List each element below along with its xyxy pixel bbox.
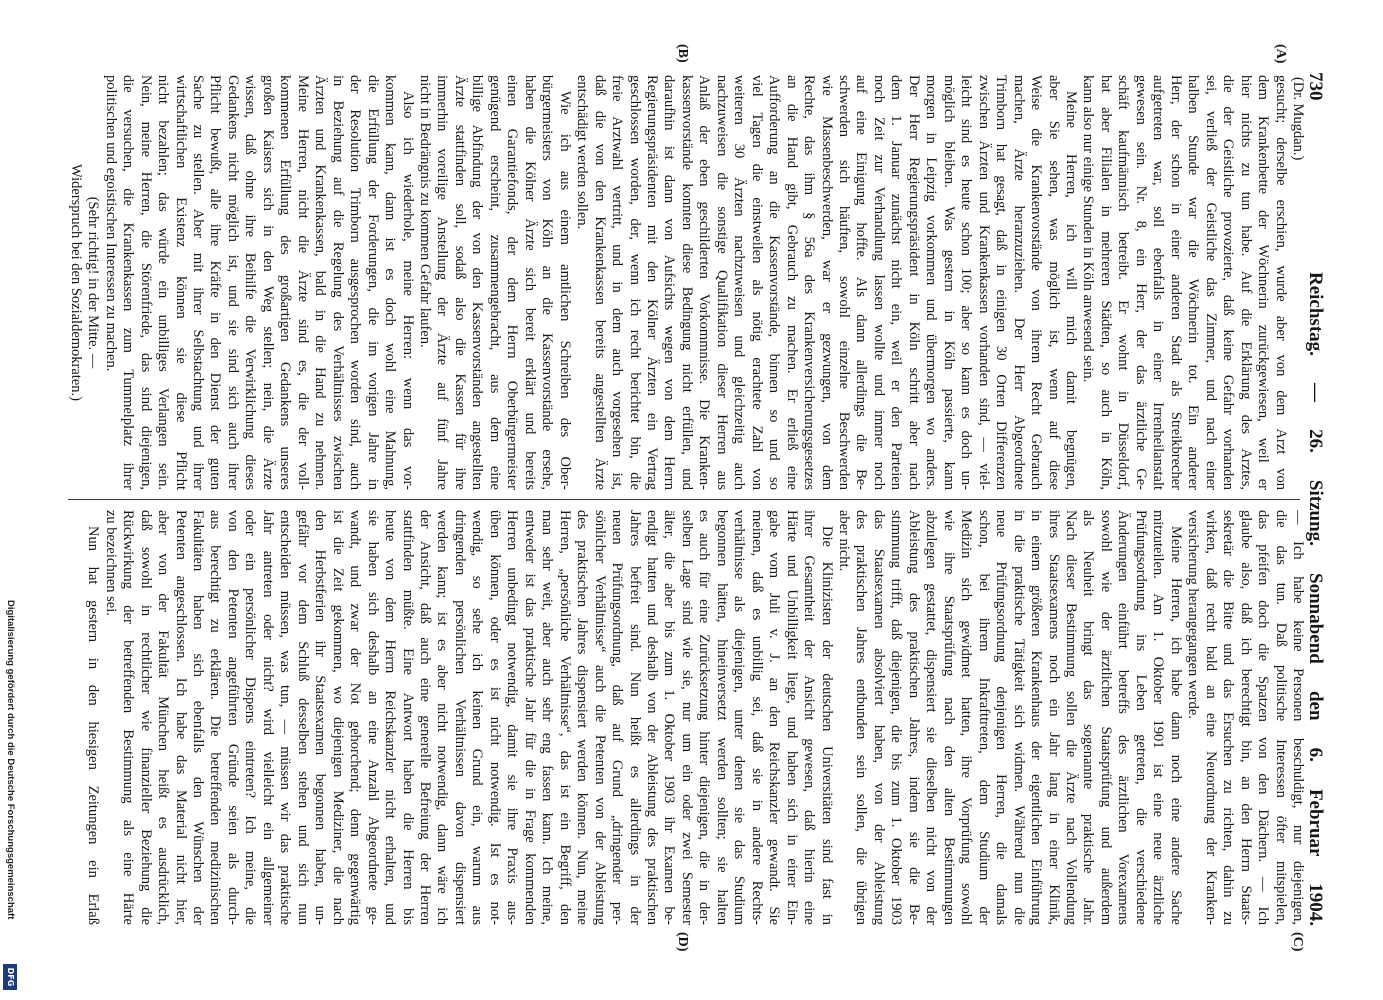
text-line: Pflicht bewußt, alle ihre Kräfte in den Dienst der guten bbox=[207, 75, 224, 490]
text-line: Prüfungsordnung ins Leben getreten, die verschiedene bbox=[1132, 510, 1149, 925]
text-line: endigt hatten und deshalb von der Ableistung des praktischen bbox=[643, 510, 660, 925]
text-line: oder ein persönlicher Dispens eintreten? Ich meine, die bbox=[242, 510, 259, 925]
digitization-credit bbox=[3, 600, 17, 990]
text-line: zu bezeichnen sei. bbox=[102, 510, 119, 616]
text-line: wandt, und zwar der Not gehorchend; denn gegenwärtig bbox=[347, 510, 364, 925]
text-line: Nun hat gestern in den hiesigen Zeitungen ein Erlaß bbox=[85, 526, 102, 925]
text-line: des praktischen Jahres entbunden sein sollen, die übrigen bbox=[853, 510, 870, 925]
text-line: Die Klinizisten der deutschen Universitäten sind fast in bbox=[818, 526, 835, 925]
text-line: Ärzte stattfinden soll, sodaß also die Kassen für ihre bbox=[451, 75, 468, 490]
text-line: nicht in Bedrängnis zu kommen Gefahr laufen. bbox=[417, 75, 433, 348]
text-line: geschlossen worden, der, wenn ich recht berichtet bin, die bbox=[626, 75, 643, 490]
text-line: nachzuweisen die sonstige Qualifikation dieser Herren aus bbox=[713, 75, 730, 490]
text-line: Rechte, das ihm § 56a des Krankenversicherungsgesetzes bbox=[801, 75, 818, 490]
text-line: ist die Zeit gekommen, wo diejenigen Mediziner, die nach bbox=[329, 510, 346, 925]
text-line: Änderungen einführt betreffs des ärztlichen Vorexamens bbox=[1115, 510, 1132, 925]
text-line: Der Herr Regierungspräsident in Köln schritt aber nach bbox=[905, 75, 922, 490]
text-line: versicherung herangegangen werde. bbox=[1185, 510, 1202, 719]
text-line: als Neuheit bringt das sogenannte praktische Jahr. bbox=[1080, 510, 1097, 925]
text-line: viel Tagen die einstweilen als nötig erachtete Zahl von bbox=[748, 75, 765, 490]
text-line: gefähr vor dem Schluß desselben stehen und sich nun bbox=[294, 510, 311, 925]
text-line: heute von dem Herrn Reichskanzler nicht erhalten, und bbox=[382, 510, 399, 925]
text-line: daß die von den Krankenkassen bereits angestellten Ärzte bbox=[591, 75, 608, 490]
text-line: die das tun. Daß politische Interessen öfter mitspielen, bbox=[1272, 510, 1289, 925]
text-line: kommen kann, dann ist es doch wohl eine Mahnung, bbox=[382, 75, 399, 490]
text-line: schäft kaufmännisch betreibt. Er wohnt in Düsseldorf, bbox=[1115, 75, 1132, 490]
text-line: es auch für eine Zurücksetzung hinter diejenigen, die in der- bbox=[696, 510, 713, 925]
text-line: (Sehr richtig! in der Mitte. — bbox=[85, 196, 102, 369]
text-line: des praktischen Jahres dispensiert werden können. Nun, meine bbox=[574, 510, 591, 925]
text-line: begonnen hätten, hineinversetzt werden sollten; sie halten bbox=[713, 510, 730, 925]
text-line: selben Lage sind wie sie, nur um ein oder zwei Semester bbox=[678, 510, 695, 925]
text-line: einen Garantiefonds, der dem Herrn Oberbürgermeister bbox=[504, 75, 521, 490]
text-line: kassenvorstände konnten diese Bedingung nicht erfüllen, und bbox=[678, 75, 695, 490]
text-line: werden kann; ist es aber nicht notwendig, dann wäre ich bbox=[434, 510, 451, 925]
text-line: Wie ich aus einem amtlichen Schreiben des Ober- bbox=[556, 91, 573, 490]
text-line: das Staatsexamen absolviert haben, von der Ableistung bbox=[870, 510, 887, 925]
text-line: — Ich habe keine Personen beschuldigt, nur diejenigen, bbox=[1290, 510, 1306, 925]
text-line: stattfinden müßte. Eine Antwort haben die Herren bis bbox=[399, 510, 416, 925]
text-line: entschädigt werden sollen. bbox=[574, 75, 591, 230]
text-line: auf eine Einigung hoffte. Als dann allerdings die Be- bbox=[853, 75, 870, 490]
text-line: haben die Kölner Ärzte sich bereit erklärt und bereits bbox=[521, 75, 538, 490]
text-line: verhältnisse als diejenigen, unter denen sie das Studium bbox=[731, 510, 748, 925]
text-line: neuen Prüfungsordnung, daß auf Grund „dringender per- bbox=[609, 510, 626, 925]
text-line: glaube also, daß ich berechtigt bin, an den Herrn Staats- bbox=[1237, 510, 1254, 925]
text-line: sei, verließ der Geistliche das Zimmer, und nach einer bbox=[1202, 75, 1219, 490]
text-line: Ärzten und Krankenkassen, bald in die Hand zu nehmen. bbox=[312, 75, 329, 490]
text-line: Regierungspräsidenten mit den Kölner Ärzten ein Vertrag bbox=[643, 75, 660, 490]
text-line: aber nicht. bbox=[836, 510, 853, 572]
text-line: sönlicher Verhältnisse“ auch die Petenten von der Ableistung bbox=[591, 510, 608, 925]
text-line: von den Petenten angeführten Gründe seien als durch- bbox=[224, 510, 241, 925]
text-line: Herr, der schon in einer anderen Stadt als Streikbrecher bbox=[1167, 75, 1184, 490]
text-line: entweder ist das praktische Jahr für die in Frage kommenden bbox=[521, 510, 538, 925]
text-line: an die Hand gibt, Gebrauch zu machen. Er erließ eine bbox=[783, 75, 800, 490]
text-line: dem 1. Januar zunächst nicht ein, weil er den Parteien bbox=[888, 75, 905, 490]
text-line: üben können, oder es ist nicht notwendig. Ist es not- bbox=[486, 510, 503, 925]
page-number: 730 bbox=[1305, 72, 1326, 101]
text-line: weiteren 30 Ärzten nachzuweisen und gleichzeitig auch bbox=[731, 75, 748, 490]
left-column bbox=[66, 75, 1306, 490]
margin-marker-b: (B) bbox=[675, 44, 690, 63]
text-line: wie ihre Staatsprüfung nach den alten Bestimmungen bbox=[940, 510, 957, 925]
text-line: man sehr weit, aber auch sehr eng fassen kann. Ich meine, bbox=[539, 510, 556, 925]
text-line: immerhin voreilige Anstellung der Ärzte auf fünf Jahre bbox=[434, 75, 451, 490]
text-line: leicht sind es heute schon 100; aber so kann es doch un- bbox=[958, 75, 975, 490]
text-line: Petenten angeschlossen. Ich habe das Material nicht hier, bbox=[172, 510, 189, 925]
text-line: in Beziehung auf die Regelung des Verhältnisses zwischen bbox=[329, 75, 346, 490]
text-line: Sache zu stellen. Aber mit ihrer Selbstachtung und ihrer bbox=[190, 75, 207, 490]
text-line: mitzuteilen. Am 1. Oktober 1901 ist eine neue ärztliche bbox=[1150, 510, 1167, 925]
text-line: der Ansicht, daß auch eine generelle Befreiung der Herren bbox=[417, 510, 433, 925]
text-line: freie Arztwahl vertritt, und in dem auch vorgesehen ist, bbox=[609, 75, 626, 490]
text-line: aus berechtigt zu erklären. Die betreffenden medizinischen bbox=[207, 510, 224, 925]
text-line: kann also nur einige Stunden in Köln anwesend sein. bbox=[1080, 75, 1097, 383]
text-line: Jahres befreit sind. Nun heißt es allerdings in der bbox=[626, 510, 643, 925]
text-line: Aufforderung an die Kassenvorstände, binnen so und so bbox=[766, 75, 783, 490]
text-line: ihres Staatsexamens noch ein Jahr lang in einer Klinik, bbox=[1045, 510, 1062, 925]
text-line: möglich bleiben. Was gestern in Köln passierte, kann bbox=[940, 75, 957, 490]
text-line: Härte und Unbilligkeit liege, und haben sich in einer Ein- bbox=[783, 510, 800, 925]
text-line: Anlaß der eben geschilderten Vorkommnisse. Die Kranken- bbox=[696, 75, 713, 490]
text-line: politischen und egoistischen Interessen zu machen. bbox=[102, 75, 119, 372]
text-line: Fakultäten haben sich ebenfalls den Wünschen der bbox=[190, 510, 207, 925]
text-line: sie haben sich deshalb an eine Anzahl Abgeordnete ge- bbox=[364, 510, 381, 925]
margin-marker-c: (C) bbox=[1290, 932, 1305, 952]
text-line: wirtschaftlichen Existenz können sie diese Pflicht bbox=[172, 75, 189, 490]
text-line: das pfeifen doch die Spatzen von den Dächern. — Ich bbox=[1255, 510, 1272, 925]
text-line: halben Stunde war die Wöchnerin tot. Ein anderer bbox=[1185, 75, 1202, 490]
page-header bbox=[1303, 0, 1327, 1000]
text-line: Meine Herren, ich will mich damit begnügen, bbox=[1063, 91, 1080, 490]
text-line: Also ich wiederhole, meine Herren: wenn das vor- bbox=[399, 91, 416, 490]
text-line: zwischen Ärzten und Krankenkassen vorhanden sind, — viel- bbox=[975, 75, 992, 490]
text-line: machen, Ärzte heranzuziehen. Der Herr Abgeordnete bbox=[1010, 75, 1027, 490]
text-line: aber von der Fakultät München heißt es ausdrücklich, bbox=[155, 510, 172, 925]
margin-marker-d: (D) bbox=[675, 932, 690, 952]
text-line: in einem größeren Krankenhaus der eigentlichen Einführung bbox=[1028, 510, 1045, 925]
text-line: aufgetreten war, soll ebenfalls in einer Irrenheilanstalt bbox=[1150, 75, 1167, 490]
text-line: ihrer Gesamtheit der Ansicht gewesen, daß hierin eine bbox=[801, 510, 818, 925]
text-line: billige Abfindung der von den Kassenvorständen angestellten bbox=[469, 75, 486, 490]
text-line: der Resolution Trimborn ausgesprochen worden sind, auch bbox=[347, 75, 364, 490]
text-line: morgen in Leipzig vorkommen und übermorgen wo anders. bbox=[923, 75, 940, 490]
text-line: Gedankens nicht möglich ist, und sie sind sich auch ihrer bbox=[224, 75, 241, 490]
text-line: die Erfüllung der Forderungen, die im vorigen Jahre in bbox=[364, 75, 381, 490]
text-line: Widerspruch bei den Sozialdemokraten.) bbox=[67, 164, 84, 401]
text-line: dringenden persönlichen Verhältnissen davon dispensiert bbox=[451, 510, 468, 925]
text-line: neue Prüfungsordnung denjenigen Herren, die damals bbox=[993, 510, 1010, 925]
text-line: gesucht; derselbe erschien, wurde aber von dem Arzt von bbox=[1272, 75, 1289, 490]
text-line: die versuchen, die Krankenkassen zum Tummelplatz ihrer bbox=[120, 75, 137, 490]
text-line: daß sowohl in rechtlicher wie finanzieller Beziehung die bbox=[137, 510, 154, 925]
text-line: Herren unbedingt notwendig, damit sie ihre Praxis aus- bbox=[504, 510, 521, 925]
text-line: Weise die Krankenvorstände von ihrem Recht Gebrauch bbox=[1028, 75, 1045, 490]
text-line: Herren, „persönliche Verhältnisse“, das ist ein Begriff, den bbox=[556, 510, 573, 925]
credit-text: Digitalisierung gefördert durch die Deutsche Forschungsgemeinschaft bbox=[5, 600, 16, 920]
text-line: Meine Herren, ich habe dann noch eine andere Sache bbox=[1167, 526, 1184, 925]
text-line: stimmung trifft, daß diejenigen, die bis zum 1. Oktober 1903 bbox=[888, 510, 905, 925]
text-line: noch Zeit zur Verhandlung lassen wollte und immer noch bbox=[870, 75, 887, 490]
text-line: den Herbstferien ihr Staatsexamen begonnen haben, un- bbox=[312, 510, 329, 925]
page-title: Reichstag. — 26. Sitzung. Sonnabend den 6. Februar 1904. bbox=[1305, 272, 1326, 926]
margin-marker-a: (A) bbox=[1273, 44, 1288, 64]
dfg-logo-icon: DFG bbox=[3, 964, 17, 990]
text-line: bürgermeisters von Köln an die Kassenvorstände ersehe, bbox=[539, 75, 556, 490]
text-line: Ableistung des praktischen Jahres, indem sie die Be- bbox=[905, 510, 922, 925]
text-line: wirken, daß recht bald an eine Neuordnung der Kranken- bbox=[1202, 510, 1219, 925]
text-line: sowohl wie der ärztlichen Staatsprüfung und außerdem bbox=[1097, 510, 1114, 925]
text-line: wissen, daß ohne ihre Beihilfe die Verwirklichung dieses bbox=[242, 75, 259, 490]
text-line: genügend erscheint, zusammengebracht, aus dem eine bbox=[486, 75, 503, 490]
text-line: wendig, so sehe ich keinen Grund ein, warum aus bbox=[469, 510, 486, 925]
text-line: aber Sie sehen, was möglich ist, wenn auf diese bbox=[1045, 75, 1062, 490]
text-line: sekretär die Bitte und das Ersuchen zu richten, dahin zu bbox=[1220, 510, 1237, 925]
text-line: Medizin sich gewidmet hatten, ihre Vorprüfung sowohl bbox=[958, 510, 975, 925]
text-line: daraufhin ist dann von Aufsichts wegen von dem Herrn bbox=[661, 75, 678, 490]
text-line: Trimborn hat gesagt, daß in einigen 30 Orten Differenzen bbox=[993, 75, 1010, 490]
text-line: entscheiden müssen, was tun, — müssen wir das praktische bbox=[277, 510, 294, 925]
text-line: dem Krankenbette der Wöchnerin zurückgewiesen, weil er bbox=[1255, 75, 1272, 490]
right-column bbox=[66, 510, 1306, 925]
text-line: (Dr. Mugdan.) bbox=[1290, 77, 1306, 161]
text-line: Meine Herren, nicht die Ärzte sind es, die der voll- bbox=[294, 75, 311, 490]
text-line: gewesen sein. Nr. 8, ein Herr, der das ärztliche Ge- bbox=[1132, 75, 1149, 490]
text-line: hier nichts zu tun habe. Auf die Erklärung des Arztes, bbox=[1237, 75, 1254, 490]
text-line: schon, bei ihrem Inkrafttreten, dem Studium der bbox=[975, 510, 992, 925]
text-line: Nach dieser Bestimmung sollen die Ärzte nach Vollendung bbox=[1063, 510, 1080, 925]
text-line: hat aber Filialen in mehreren Städten, so auch in Köln, bbox=[1097, 75, 1114, 490]
text-line: meinen, daß es unbillig sei, daß sie in andere Rechts- bbox=[748, 510, 765, 925]
column-rule bbox=[68, 499, 1300, 500]
text-line: großen Kaisers sich in den Weg stellen; nein, die Ärzte bbox=[259, 75, 276, 490]
text-line: wie Massenbeschwerden, war er gezwungen, von dem bbox=[818, 75, 835, 490]
text-line: die der Geistliche provozierte, daß keine Gefahr vorhanden bbox=[1220, 75, 1237, 490]
text-line: Nein, meine Herren, die Störenfriede, das sind diejenigen, bbox=[137, 75, 154, 490]
text-line: gabe vom Juli v. J. an den Reichskanzler gewandt. Sie bbox=[766, 510, 783, 925]
text-line: schwerden sich häuften, sowohl einzelne Beschwerden bbox=[836, 75, 853, 490]
text-line: Jahr antreten oder nicht? wird vielleicht ein allgemeiner bbox=[259, 510, 276, 925]
text-line: in die praktische Tätigkeit sich widmen. Während nun die bbox=[1010, 510, 1027, 925]
text-line: älter, die aber bis zum 1. Oktober 1903 ihr Examen be- bbox=[661, 510, 678, 925]
text-line: kommenen Erfüllung des großartigen Gedankens unseres bbox=[277, 75, 294, 490]
text-line: Rückwirkung der betreffenden Bestimmung als eine Härte bbox=[120, 510, 137, 925]
text-line: nicht bezahlen; das würde ein unbilliges Verlangen sein. bbox=[155, 75, 172, 490]
text-line: abzulegen gestattet, dispensiert sie dieselben nicht von der bbox=[923, 510, 940, 925]
